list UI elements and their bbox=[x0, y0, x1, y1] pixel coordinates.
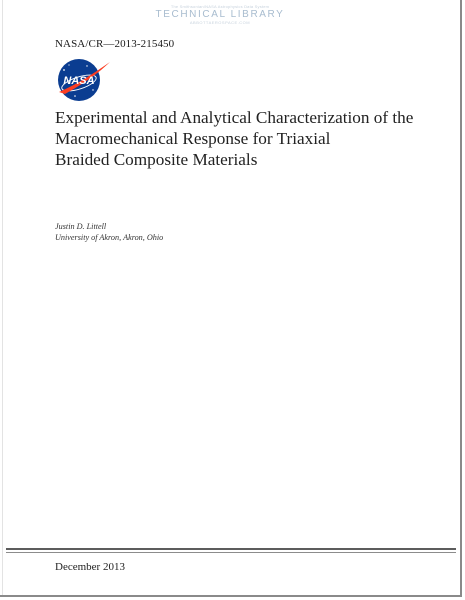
footer-rule-thick bbox=[6, 548, 456, 550]
nasa-meatball-icon bbox=[53, 56, 113, 104]
report-title bbox=[55, 107, 455, 170]
nasa-logo bbox=[53, 56, 113, 104]
author-affiliation: University of Akron, Akron, Ohio bbox=[55, 233, 164, 242]
author-name: Justin D. Littell bbox=[55, 222, 107, 231]
nasa-logo-text: NASA bbox=[63, 75, 95, 87]
footer-rule-thin bbox=[6, 552, 456, 553]
watermark-main-text: TECHNICAL LIBRARY bbox=[155, 9, 285, 20]
title-line-1: Experimental and Analytical Characterization of the bbox=[55, 108, 414, 127]
report-number: NASA/CR—2013-215450 bbox=[55, 38, 175, 50]
title-line-2: Macromechanical Response for Triaxial bbox=[55, 129, 331, 148]
technical-library-watermark bbox=[150, 4, 290, 24]
publication-date: December 2013 bbox=[55, 561, 125, 573]
author-block bbox=[55, 221, 163, 243]
title-line-3: Braided Composite Materials bbox=[55, 150, 258, 169]
watermark-sub-text: ABBOTTAEROSPACE.COM bbox=[189, 20, 251, 25]
watermark-top-text: The Smithsonian/NASA Astrophysics Data System bbox=[170, 4, 270, 9]
